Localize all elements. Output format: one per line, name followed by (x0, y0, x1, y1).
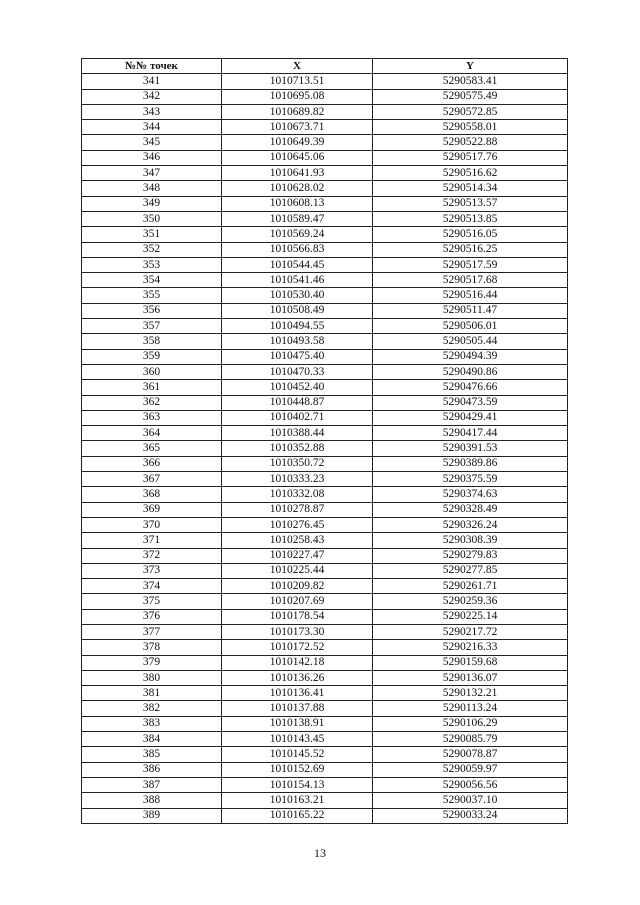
cell-y: 5290511.47 (373, 303, 568, 318)
table-row (82, 380, 568, 395)
cell-point-number: 381 (82, 686, 222, 701)
table-row (82, 563, 568, 578)
cell-point-number: 356 (82, 303, 222, 318)
table-row (82, 319, 568, 334)
table-row (82, 303, 568, 318)
cell-x: 1010589.47 (222, 211, 373, 226)
cell-x: 1010145.52 (222, 747, 373, 762)
table-row (82, 762, 568, 777)
cell-y: 5290494.39 (373, 349, 568, 364)
table-row (82, 334, 568, 349)
cell-y: 5290216.33 (373, 640, 568, 655)
cell-y: 5290516.25 (373, 242, 568, 257)
table-row (82, 686, 568, 701)
cell-x: 1010136.41 (222, 686, 373, 701)
header-row (82, 59, 568, 74)
cell-y: 5290575.49 (373, 89, 568, 104)
cell-point-number: 369 (82, 502, 222, 517)
table-row (82, 150, 568, 165)
cell-point-number: 344 (82, 120, 222, 135)
cell-y: 5290374.63 (373, 487, 568, 502)
table-row (82, 670, 568, 685)
cell-x: 1010695.08 (222, 89, 373, 104)
cell-point-number: 359 (82, 349, 222, 364)
table-row (82, 609, 568, 624)
cell-x: 1010178.54 (222, 609, 373, 624)
cell-point-number: 343 (82, 104, 222, 119)
cell-y: 5290513.57 (373, 196, 568, 211)
cell-point-number: 379 (82, 655, 222, 670)
cell-y: 5290136.07 (373, 670, 568, 685)
cell-point-number: 377 (82, 624, 222, 639)
cell-x: 1010154.13 (222, 777, 373, 792)
cell-x: 1010475.40 (222, 349, 373, 364)
table-row (82, 701, 568, 716)
table-row (82, 517, 568, 532)
table-row (82, 487, 568, 502)
cell-point-number: 367 (82, 472, 222, 487)
cell-x: 1010136.26 (222, 670, 373, 685)
cell-point-number: 364 (82, 426, 222, 441)
table-row (82, 732, 568, 747)
cell-y: 5290583.41 (373, 74, 568, 89)
table-header (82, 59, 568, 74)
cell-point-number: 371 (82, 533, 222, 548)
cell-point-number: 372 (82, 548, 222, 563)
table-row (82, 120, 568, 135)
cell-point-number: 384 (82, 732, 222, 747)
cell-x: 1010258.43 (222, 533, 373, 548)
cell-x: 1010332.08 (222, 487, 373, 502)
cell-y: 5290506.01 (373, 319, 568, 334)
cell-y: 5290279.83 (373, 548, 568, 563)
cell-y: 5290375.59 (373, 472, 568, 487)
cell-point-number: 373 (82, 563, 222, 578)
cell-y: 5290476.66 (373, 380, 568, 395)
cell-y: 5290490.86 (373, 364, 568, 379)
cell-y: 5290277.85 (373, 563, 568, 578)
cell-point-number: 353 (82, 257, 222, 272)
cell-point-number: 365 (82, 441, 222, 456)
cell-point-number: 383 (82, 716, 222, 731)
table-row (82, 104, 568, 119)
cell-x: 1010207.69 (222, 594, 373, 609)
table-row (82, 227, 568, 242)
table-row (82, 441, 568, 456)
cell-y: 5290113.24 (373, 701, 568, 716)
cell-x: 1010388.44 (222, 426, 373, 441)
cell-x: 1010402.71 (222, 410, 373, 425)
cell-point-number: 382 (82, 701, 222, 716)
table-row (82, 181, 568, 196)
cell-y: 5290391.53 (373, 441, 568, 456)
table-row (82, 747, 568, 762)
cell-x: 1010276.45 (222, 517, 373, 532)
cell-point-number: 366 (82, 456, 222, 471)
cell-point-number: 389 (82, 808, 222, 823)
cell-y: 5290328.49 (373, 502, 568, 517)
table-row (82, 364, 568, 379)
cell-x: 1010142.18 (222, 655, 373, 670)
cell-y: 5290259.36 (373, 594, 568, 609)
cell-x: 1010209.82 (222, 579, 373, 594)
cell-x: 1010165.22 (222, 808, 373, 823)
cell-y: 5290513.85 (373, 211, 568, 226)
table-row (82, 135, 568, 150)
table-body (82, 74, 568, 824)
cell-y: 5290308.39 (373, 533, 568, 548)
cell-x: 1010713.51 (222, 74, 373, 89)
coordinates-table (81, 58, 568, 824)
cell-x: 1010608.13 (222, 196, 373, 211)
cell-x: 1010641.93 (222, 166, 373, 181)
cell-point-number: 351 (82, 227, 222, 242)
cell-point-number: 354 (82, 273, 222, 288)
table-row (82, 257, 568, 272)
table-row (82, 74, 568, 89)
cell-x: 1010470.33 (222, 364, 373, 379)
page-number: 13 (314, 846, 326, 860)
cell-x: 1010227.47 (222, 548, 373, 563)
table-row (82, 502, 568, 517)
cell-x: 1010173.30 (222, 624, 373, 639)
cell-x: 1010152.69 (222, 762, 373, 777)
table-row (82, 166, 568, 181)
cell-point-number: 368 (82, 487, 222, 502)
cell-y: 5290516.62 (373, 166, 568, 181)
table-row (82, 793, 568, 808)
cell-y: 5290517.59 (373, 257, 568, 272)
cell-y: 5290225.14 (373, 609, 568, 624)
cell-y: 5290522.88 (373, 135, 568, 150)
cell-x: 1010352.88 (222, 441, 373, 456)
cell-x: 1010544.45 (222, 257, 373, 272)
cell-y: 5290078.87 (373, 747, 568, 762)
cell-x: 1010628.02 (222, 181, 373, 196)
cell-point-number: 350 (82, 211, 222, 226)
cell-y: 5290085.79 (373, 732, 568, 747)
cell-x: 1010448.87 (222, 395, 373, 410)
cell-point-number: 362 (82, 395, 222, 410)
cell-x: 1010494.55 (222, 319, 373, 334)
cell-point-number: 345 (82, 135, 222, 150)
cell-point-number: 378 (82, 640, 222, 655)
cell-point-number: 349 (82, 196, 222, 211)
cell-point-number: 352 (82, 242, 222, 257)
cell-point-number: 370 (82, 517, 222, 532)
table-row (82, 426, 568, 441)
cell-x: 1010138.91 (222, 716, 373, 731)
cell-y: 5290261.71 (373, 579, 568, 594)
table-row (82, 196, 568, 211)
table-row (82, 242, 568, 257)
cell-x: 1010225.44 (222, 563, 373, 578)
cell-x: 1010645.06 (222, 150, 373, 165)
cell-y: 5290558.01 (373, 120, 568, 135)
cell-x: 1010143.45 (222, 732, 373, 747)
cell-y: 5290417.44 (373, 426, 568, 441)
cell-y: 5290056.56 (373, 777, 568, 792)
cell-y: 5290473.59 (373, 395, 568, 410)
cell-x: 1010649.39 (222, 135, 373, 150)
cell-y: 5290572.85 (373, 104, 568, 119)
cell-y: 5290516.05 (373, 227, 568, 242)
cell-point-number: 357 (82, 319, 222, 334)
cell-y: 5290037.10 (373, 793, 568, 808)
table-row (82, 288, 568, 303)
cell-y: 5290217.72 (373, 624, 568, 639)
table-row (82, 349, 568, 364)
cell-y: 5290429.41 (373, 410, 568, 425)
cell-point-number: 342 (82, 89, 222, 104)
table-row (82, 395, 568, 410)
cell-x: 1010673.71 (222, 120, 373, 135)
cell-point-number: 347 (82, 166, 222, 181)
table-row (82, 456, 568, 471)
cell-y: 5290106.29 (373, 716, 568, 731)
table-row (82, 655, 568, 670)
cell-point-number: 346 (82, 150, 222, 165)
table-row (82, 548, 568, 563)
cell-x: 1010541.46 (222, 273, 373, 288)
cell-y: 5290517.68 (373, 273, 568, 288)
cell-y: 5290514.34 (373, 181, 568, 196)
cell-x: 1010566.83 (222, 242, 373, 257)
header-x: X (222, 59, 373, 74)
cell-x: 1010530.40 (222, 288, 373, 303)
cell-point-number: 358 (82, 334, 222, 349)
cell-x: 1010508.49 (222, 303, 373, 318)
header-point-number: №№ точек (82, 59, 222, 74)
cell-x: 1010569.24 (222, 227, 373, 242)
cell-point-number: 385 (82, 747, 222, 762)
table-row (82, 808, 568, 823)
cell-point-number: 388 (82, 793, 222, 808)
table-row (82, 472, 568, 487)
table-row (82, 89, 568, 104)
table-row (82, 716, 568, 731)
table-row (82, 273, 568, 288)
cell-point-number: 376 (82, 609, 222, 624)
cell-point-number: 375 (82, 594, 222, 609)
cell-y: 5290326.24 (373, 517, 568, 532)
header-y: Y (373, 59, 568, 74)
cell-y: 5290033.24 (373, 808, 568, 823)
cell-x: 1010452.40 (222, 380, 373, 395)
table-row (82, 211, 568, 226)
cell-y: 5290516.44 (373, 288, 568, 303)
cell-point-number: 380 (82, 670, 222, 685)
cell-x: 1010137.88 (222, 701, 373, 716)
cell-x: 1010278.87 (222, 502, 373, 517)
cell-x: 1010172.52 (222, 640, 373, 655)
cell-x: 1010689.82 (222, 104, 373, 119)
cell-y: 5290389.86 (373, 456, 568, 471)
table-row (82, 777, 568, 792)
table-row (82, 410, 568, 425)
cell-point-number: 348 (82, 181, 222, 196)
cell-x: 1010350.72 (222, 456, 373, 471)
cell-point-number: 361 (82, 380, 222, 395)
cell-point-number: 374 (82, 579, 222, 594)
cell-y: 5290132.21 (373, 686, 568, 701)
table-row (82, 533, 568, 548)
cell-x: 1010333.23 (222, 472, 373, 487)
cell-y: 5290059.97 (373, 762, 568, 777)
cell-y: 5290505.44 (373, 334, 568, 349)
table-row (82, 579, 568, 594)
cell-point-number: 341 (82, 74, 222, 89)
cell-y: 5290159.68 (373, 655, 568, 670)
cell-y: 5290517.76 (373, 150, 568, 165)
table-row (82, 640, 568, 655)
table-row (82, 594, 568, 609)
cell-x: 1010493.58 (222, 334, 373, 349)
cell-point-number: 386 (82, 762, 222, 777)
table-row (82, 624, 568, 639)
cell-point-number: 360 (82, 364, 222, 379)
cell-point-number: 363 (82, 410, 222, 425)
cell-point-number: 387 (82, 777, 222, 792)
cell-x: 1010163.21 (222, 793, 373, 808)
cell-point-number: 355 (82, 288, 222, 303)
